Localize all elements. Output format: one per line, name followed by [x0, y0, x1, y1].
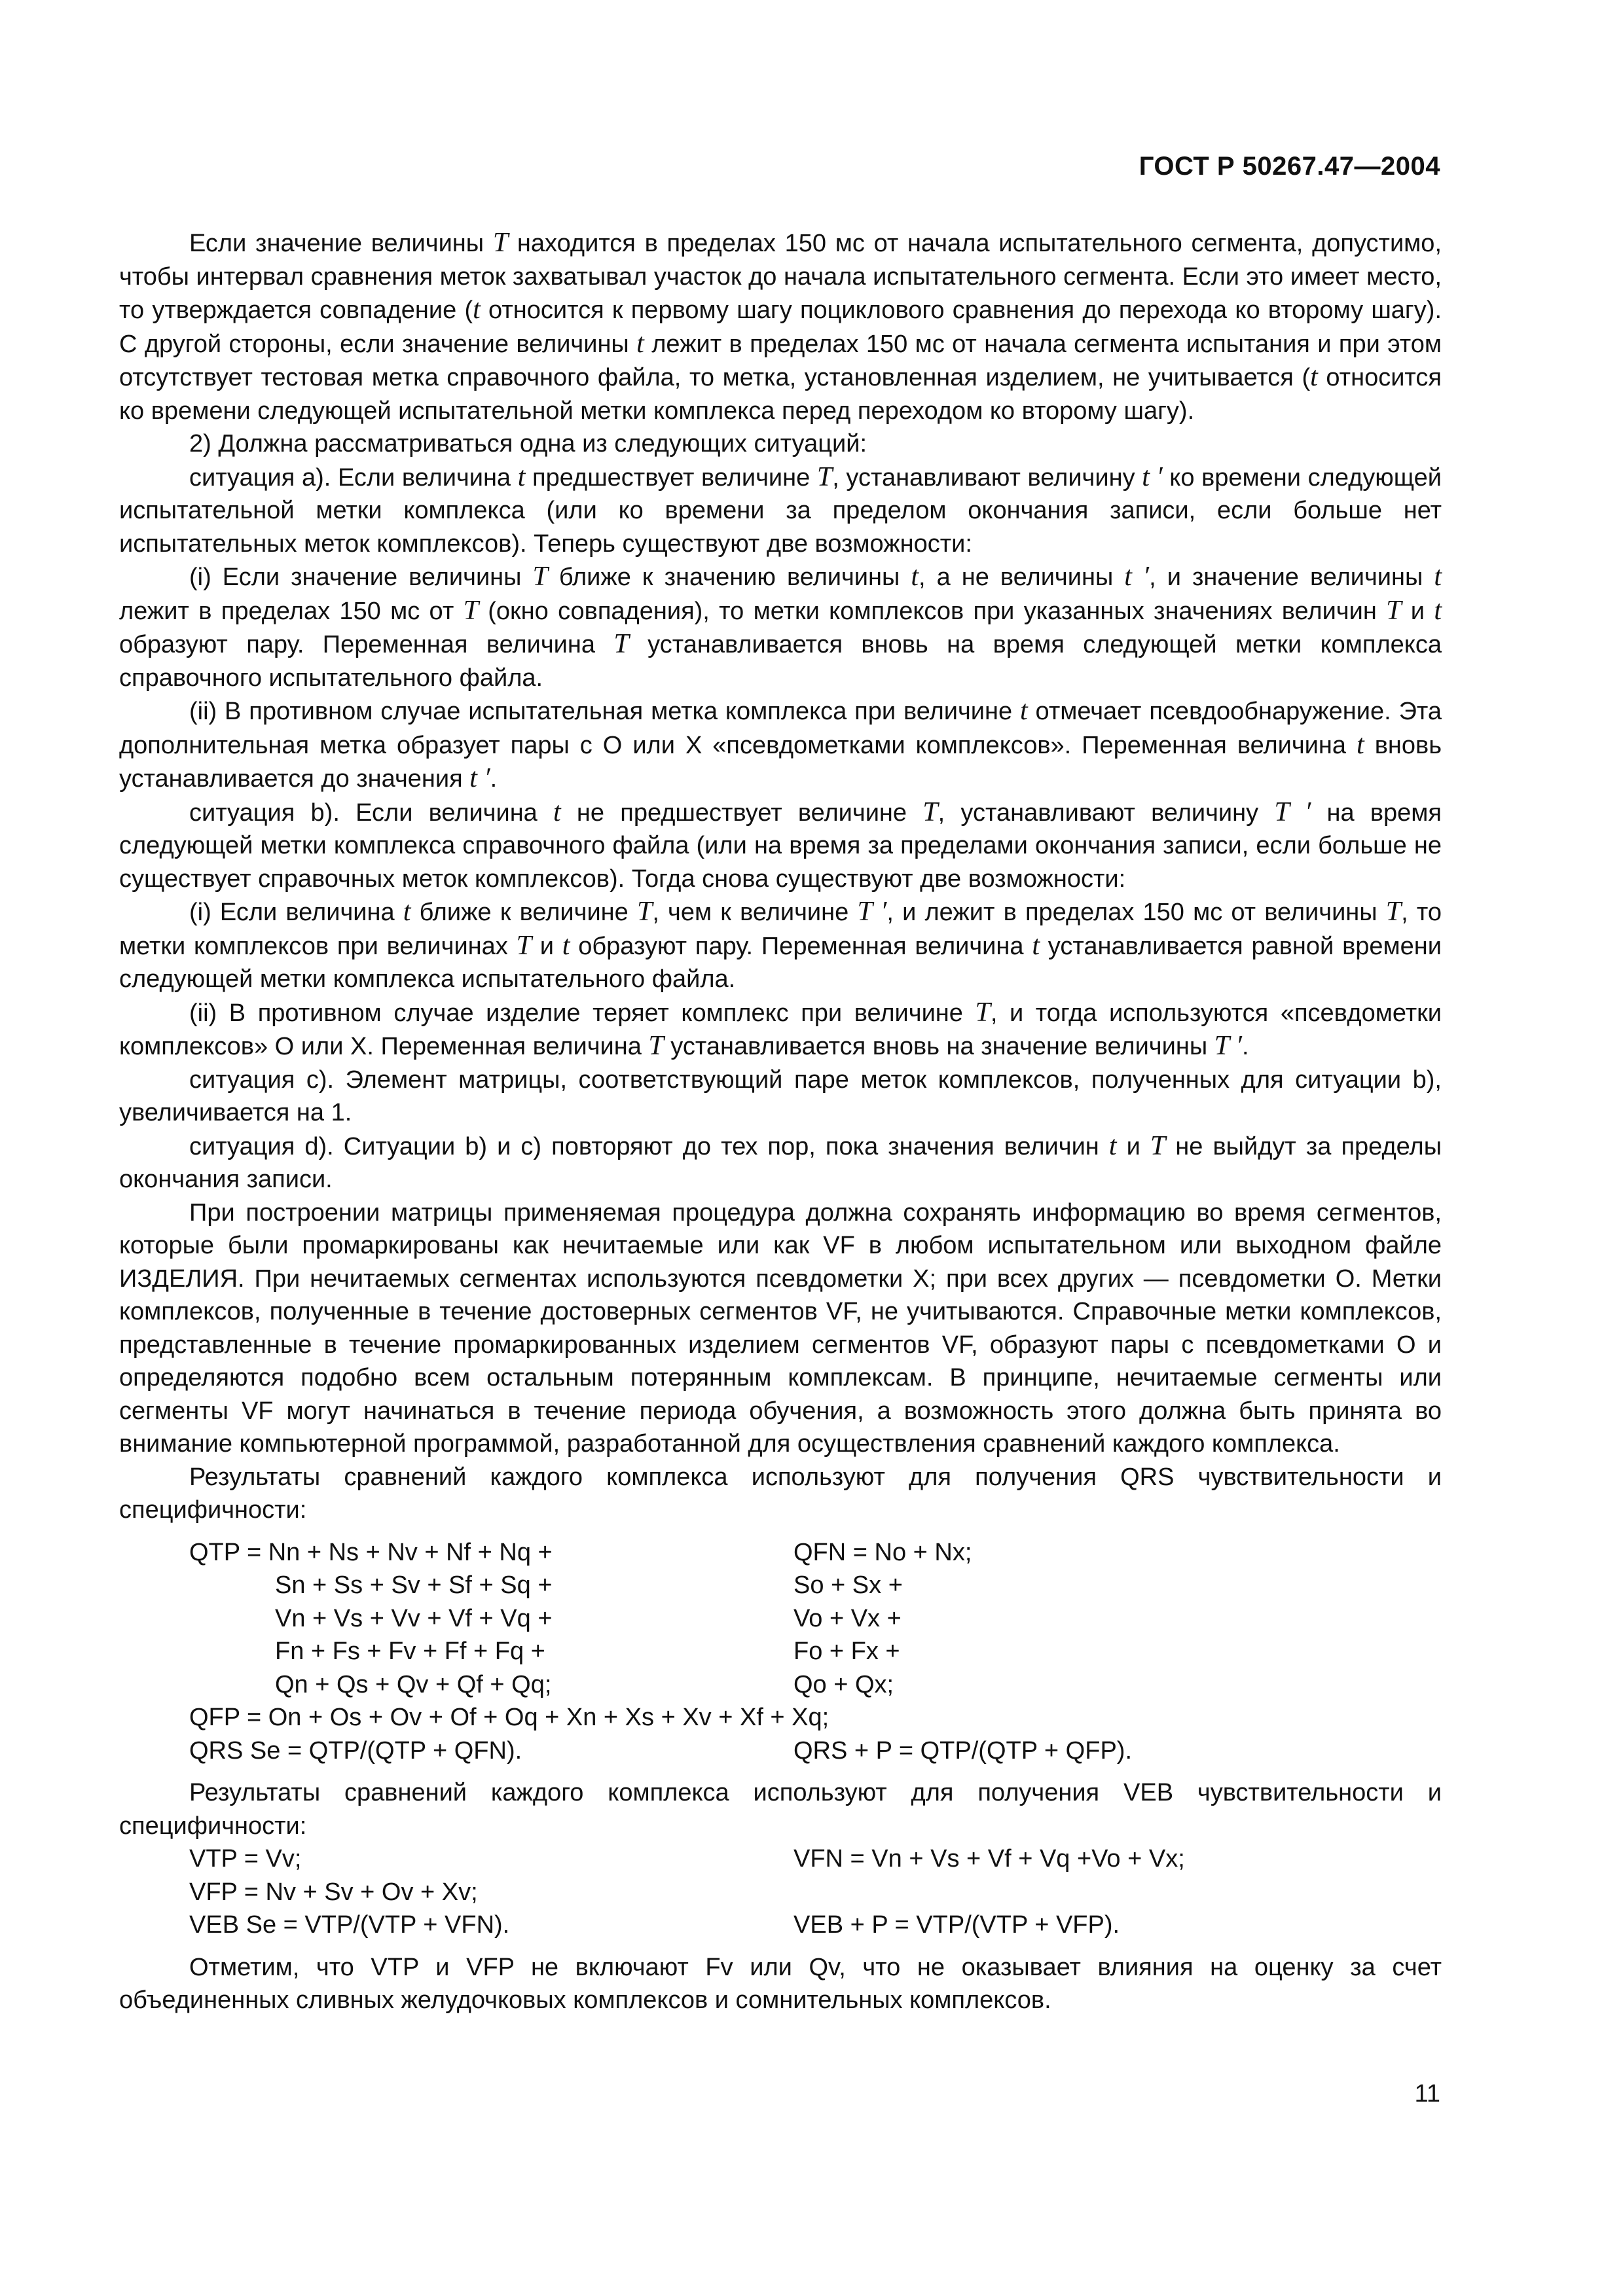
variable: t [1032, 930, 1040, 961]
formula-row [119, 1536, 1442, 1570]
variable: t [473, 295, 481, 325]
formula-row [119, 1668, 1442, 1702]
variable: T ′ [1214, 1031, 1242, 1061]
paragraph-qrs-intro: Результаты сравнений каждого комплекса используют для получения QRS чувствительности и специфичности: [119, 1463, 1442, 1524]
formula-qtp-cont: Qn + Qs + Qv + Qf + Qq; [275, 1670, 552, 1698]
formula-row [119, 1602, 1442, 1636]
formula-row [119, 1876, 1442, 1909]
paragraph-b-i: (i) Если величина t ближе к величине T, чем к величине T ′, и лежит в пределах 150 мс от величины T, то метки комплексов при величинах T и t образуют пару. Переменная величина t устанавливается равной времени следующей метки комплекса испытательного файла. [119, 897, 1442, 993]
paragraph-1: Если значение величины T находится в пределах 150 мс от начала испытательного сегмента, допустимо, чтобы интервал сравнения меток захватывал участок до начала испытательного сегмента. Если это имеет место, то утверждается совпадение (t относится к первому шагу поциклового сравнения до перехода ко второму шагу). С другой стороны, если значение величины t лежит в пределах 150 мс от начала сегмента испытания и при этом отсутствует тестовая метка справочного файла, то метка, установленная изделием, не учитывается (t относится ко времени следующей испытательной метки комплекса перед переходом ко второму шагу). [119, 228, 1442, 425]
formula-qtp-cont: Fn + Fs + Fv + Ff + Fq + [275, 1638, 545, 1665]
formula-row [119, 1701, 1442, 1734]
variable: T [636, 897, 653, 927]
formula-qtp: QTP = Nn + Ns + Nv + Nf + Nq + [189, 1538, 553, 1566]
document-body [119, 226, 1442, 2017]
formula-vfp: VFP = Nv + Sv + Ov + Xv; [189, 1878, 478, 1906]
formula-veb-pp: VEB + P = VTP/(VTP + VFP). [793, 1911, 1120, 1939]
page-number: 11 [1414, 2080, 1440, 2108]
variable: T [1386, 595, 1402, 626]
variable: t [562, 930, 570, 961]
paragraph-situation-d: ситуация d). Ситуации b) и с) повторяют до тех пор, пока значения величин t и T не выйдут за пределы окончания записи. [119, 1130, 1442, 1193]
variable: T ′ [857, 897, 887, 927]
variable: t [636, 328, 644, 359]
variable: t [1357, 729, 1364, 760]
paragraph-2: 2) Должна рассматриваться одна из следующих ситуаций: [189, 430, 867, 457]
formula-qfn-cont: Vo + Vx + [793, 1604, 902, 1632]
formula-veb-se: VEB Se = VTP/(VTP + VFN). [189, 1911, 510, 1939]
variable: T [463, 595, 479, 626]
paragraph-a-i: (i) Если значение величины T ближе к значению величины t, а не величины t ′, и значение величины t лежит в пределах 150 мс от T (окно совпадения), то метки комплексов при указанных значениях величин T и t образуют пару. Переменная величина T устанавливается вновь на время следующей метки комплекса справочного испытательного файла. [119, 562, 1442, 692]
paragraph-matrix: При построении матрицы применяемая процедура должна сохранять информацию во время сегментов, которые были промаркированы как нечитаемые или как VF в любом испытательном или выходном файле ИЗДЕЛИЯ. При нечитаемых сегментах используются псевдометки X; при всех других — псевдометки О. Метки комплексов, полученные в течение достоверных сегментов VF, не учитываются. Справочные метки комплексов, представленные в течение промаркированных изделием сегментов VF, образуют пары с псевдометками О и определяются подобно всем остальным потерянным комплексам. В принципе, нечитаемые сегменты или сегменты VF могут начинаться в течение периода обучения, а возможность этого должна быть принята во внимание компьютерной программой, разработанной для осуществления сравнений каждого комплекса. [119, 1198, 1442, 1458]
formula-qfn-cont: Qo + Qx; [793, 1670, 894, 1698]
variable: t ′ [1142, 461, 1163, 492]
variable: T [648, 1031, 664, 1061]
variable: t [911, 562, 919, 592]
variable: t [1434, 562, 1442, 592]
formula-vtp: VTP = Vv; [189, 1845, 302, 1873]
variable: T [516, 930, 532, 961]
variable: t [517, 461, 526, 492]
variable: T [492, 228, 509, 258]
formula-qfp: QFP = On + Os + Ov + Of + Oq + Xn + Xs + Xv + Xf + Xq; [189, 1704, 830, 1731]
variable: T [816, 461, 833, 492]
variable: T [975, 997, 991, 1028]
formula-row [119, 1734, 1442, 1768]
paragraph-note: Отметим, что VTP и VFP не включают Fv или Qv, что не оказывает влияния на оценку за счет объединенных сливных желудочковых комплексов и сомнительных комплексов. [119, 1953, 1442, 2014]
formula-qrs-pp: QRS + P = QTP/(QTP + QFP). [793, 1736, 1133, 1765]
paragraph-situation-b: ситуация b). Если величина t не предшествует величине T, устанавливают величину T ′ на время следующей метки комплекса справочного файла (или на время за пределами окончания записи, если больше не существует справочных меток комплексов). Тогда снова существуют две возможности: [119, 797, 1442, 893]
formula-row [119, 1842, 1442, 1876]
variable: T [922, 797, 938, 827]
variable: t ′ [1124, 562, 1150, 592]
variable: T ′ [1274, 797, 1311, 827]
variable: t [1108, 1130, 1117, 1161]
variable: t [1020, 696, 1028, 726]
formula-qfn-cont: So + Sx + [793, 1571, 903, 1599]
formula-qtp-cont: Sn + Ss + Sv + Sf + Sq + [275, 1571, 553, 1599]
formula-qrs-se: QRS Se = QTP/(QTP + QFN). [189, 1736, 522, 1765]
formula-row [119, 1569, 1442, 1602]
formula-qfn: QFN = No + Nx; [793, 1538, 972, 1566]
variable: T [1150, 1130, 1166, 1161]
paragraph-b-ii: (ii) В противном случае изделие теряет комплекс при величине T, и тогда используются «псевдометки комплексов» О или X. Переменная величина T устанавливается вновь на значение величины T ′. [119, 997, 1442, 1061]
qrs-formula-block [119, 1536, 1442, 1768]
formula-vfn: VFN = Vn + Vs + Vf + Vq +Vo + Vx; [793, 1845, 1185, 1873]
variable: t [1434, 595, 1442, 626]
document-header: ГОСТ Р 50267.47—2004 [1139, 152, 1440, 181]
variable: T [532, 562, 548, 592]
variable: t [403, 897, 411, 927]
paragraph-a-ii: (ii) В противном случае испытательная метка комплекса при величине t отмечает псевдообнаружение. Эта дополнительная метка образует пары с О или X «псевдометками комплексов». Переменная величина t вновь устанавливается до значения t ′. [119, 696, 1442, 793]
paragraph-situation-c: ситуация с). Элемент матрицы, соответствующий паре меток комплексов, полученных для ситуации b), увеличивается на 1. [119, 1066, 1442, 1126]
variable: t ′ [469, 763, 490, 793]
formula-qfn-cont: Fo + Fx + [793, 1638, 900, 1665]
variable: t [553, 797, 561, 827]
variable: T [1385, 897, 1402, 927]
paragraph-situation-a: ситуация а). Если величина t предшествует величине T, устанавливают величину t ′ ко времени следующей испытательной метки комплекса (или ко времени за пределом окончания записи, если больше нет испытательных меток комплексов). Теперь существуют две возможности: [119, 461, 1442, 558]
variable: T [613, 629, 629, 659]
formula-row [119, 1909, 1442, 1942]
formula-qtp-cont: Vn + Vs + Vv + Vf + Vq + [275, 1604, 553, 1632]
variable: t [1310, 362, 1318, 392]
veb-formula-block [119, 1842, 1442, 1942]
formula-row [119, 1635, 1442, 1668]
paragraph-veb-intro: Результаты сравнений каждого комплекса используют для получения VEB чувствительности и специфичности: [119, 1779, 1442, 1840]
